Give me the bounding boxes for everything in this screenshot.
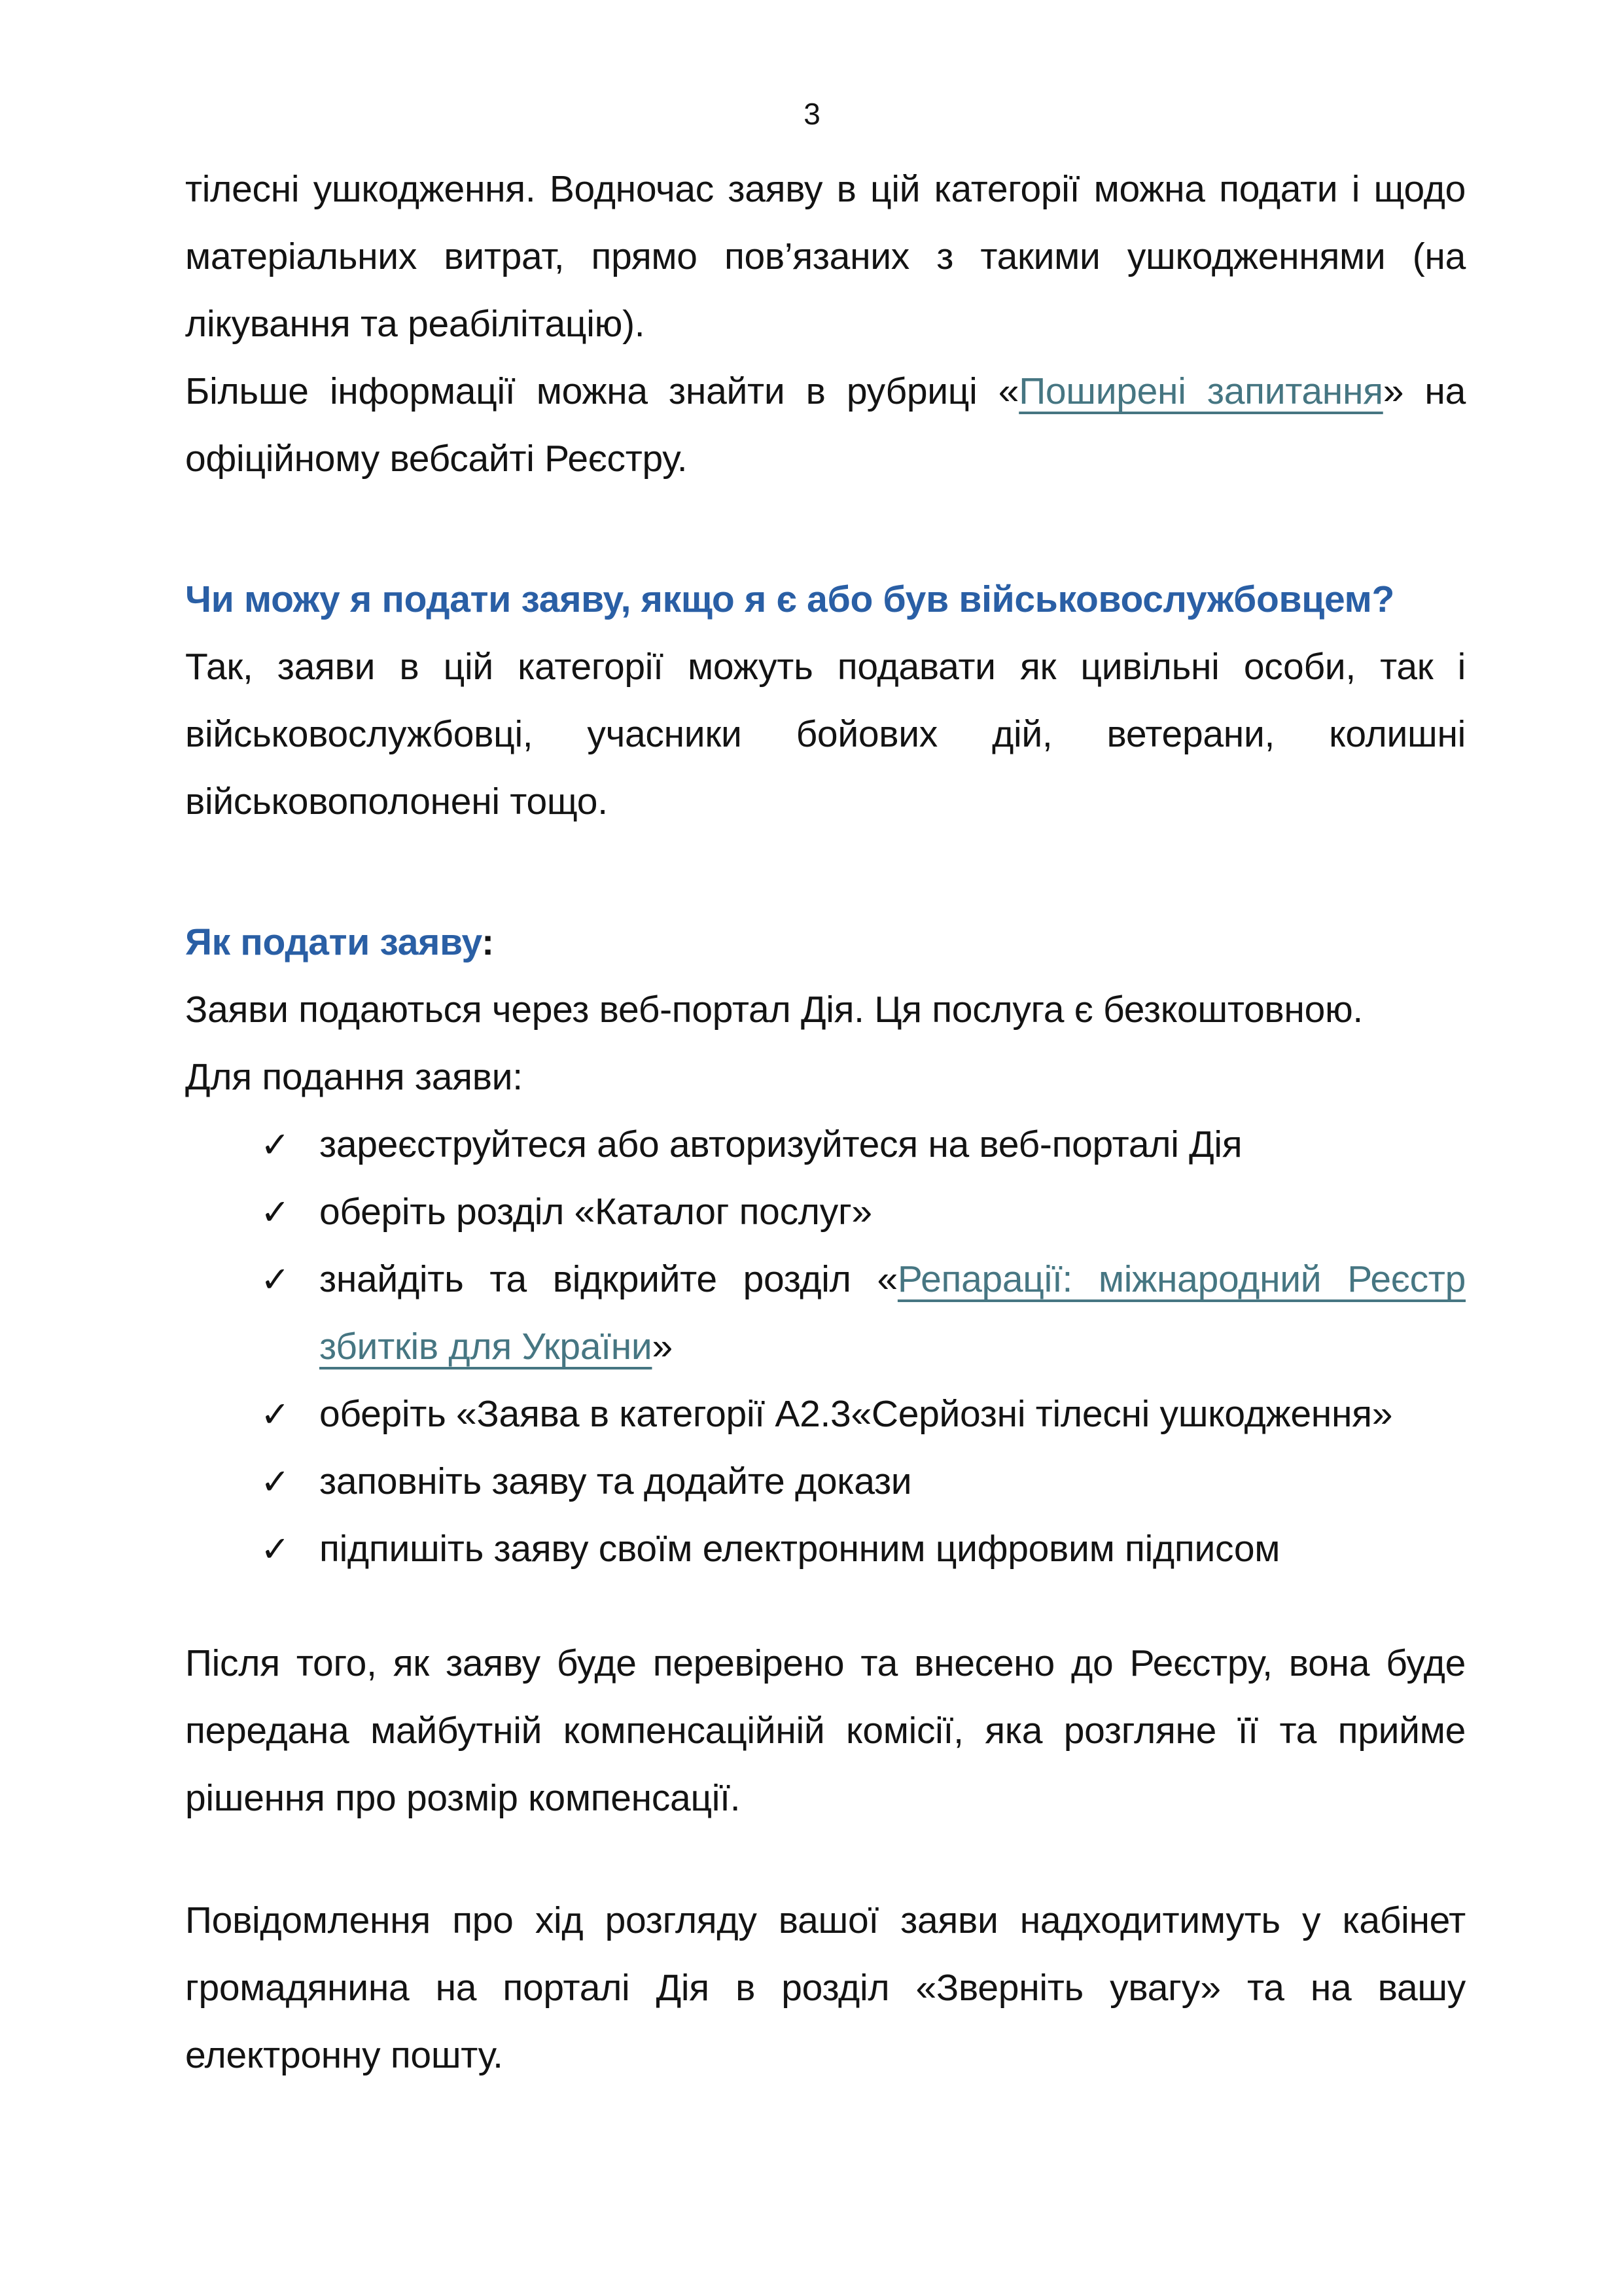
check-icon: ✓ bbox=[260, 1461, 290, 1502]
check-icon: ✓ bbox=[260, 1394, 290, 1435]
list-item-text bbox=[319, 1246, 1466, 1381]
paragraph-to-apply: Для подання заяви: bbox=[185, 1056, 523, 1098]
register-section-link[interactable]: Репарації: міжнародний Реєстр збитків для України bbox=[319, 1258, 1466, 1368]
faq-link[interactable]: Поширені запитання bbox=[1019, 370, 1383, 412]
heading-how-to-apply-colon: : bbox=[482, 921, 494, 963]
check-icon: ✓ bbox=[260, 1528, 290, 1570]
paragraph-more-info-pre: Більше інформації можна знайти в рубриці « bbox=[185, 370, 1019, 412]
spacer bbox=[185, 1832, 1466, 1887]
list-item-text: оберіть розділ «Каталог послуг» bbox=[319, 1191, 872, 1233]
paragraph-injuries: тілесні ушкодження. Водночас заяву в цій категорії можна подати і щодо матеріальних витрат, прямо пов’язаних з такими ушкодженнями (на лікування та реабілітацію). bbox=[185, 168, 1466, 345]
list-item-text: оберіть «Заява в категорії А2.3«Серйозні тілесні ушкодження» bbox=[319, 1393, 1393, 1435]
spacer bbox=[185, 493, 1466, 566]
list-item bbox=[185, 1381, 1466, 1448]
list-item-text: підпишіть заяву своїм електронним цифровим підписом bbox=[319, 1528, 1280, 1570]
spacer bbox=[185, 1583, 1466, 1630]
heading-military-question: Чи можу я подати заяву, якщо я є або був військовослужбовцем? bbox=[185, 578, 1394, 620]
list-item-text-post: » bbox=[652, 1326, 673, 1368]
heading-how-to-apply-text: Як подати заяву bbox=[185, 921, 482, 963]
check-icon: ✓ bbox=[260, 1124, 290, 1165]
check-icon: ✓ bbox=[260, 1192, 290, 1233]
list-item bbox=[185, 1111, 1466, 1178]
paragraph-review-process: Після того, як заяву буде перевірено та внесено до Реєстру, вона буде передана майбутній компенсаційній комісії, яка розгляне її та прийме рішення про розмір компенсації. bbox=[185, 1642, 1466, 1819]
spacer bbox=[185, 836, 1466, 909]
paragraph-diia-portal: Заяви подаються через веб-портал Дія. Ця послуга є безкоштовною. bbox=[185, 989, 1363, 1031]
paragraph-more-info-post: » на офіційному вебсайті Реєстру. bbox=[185, 370, 1466, 480]
application-steps-checklist bbox=[185, 1111, 1466, 1583]
list-item bbox=[185, 1178, 1466, 1246]
list-item-text: зареєструйтеся або авторизуйтеся на веб-порталі Дія bbox=[319, 1123, 1243, 1165]
paragraph-notifications: Повідомлення про хід розгляду вашої заяви надходитимуть у кабінет громадянина на порталі Дія в розділ «Зверніть увагу» та на вашу електронну пошту. bbox=[185, 1899, 1466, 2076]
page-number: 3 bbox=[803, 97, 821, 131]
heading-how-to-apply bbox=[185, 909, 1466, 976]
document-content bbox=[185, 156, 1466, 2089]
paragraph-military-answer: Так, заяви в цій категорії можуть подавати як цивільні особи, так і військовослужбовці, учасники бойових дій, ветерани, колишні військовополонені тощо. bbox=[185, 646, 1466, 822]
list-item-text-pre: знайдіть та відкрийте розділ « bbox=[319, 1258, 898, 1300]
list-item bbox=[185, 1448, 1466, 1515]
list-item-text: заповніть заяву та додайте докази bbox=[319, 1460, 912, 1502]
list-item bbox=[185, 1515, 1466, 1583]
check-icon: ✓ bbox=[260, 1259, 290, 1300]
paragraph-more-info bbox=[185, 358, 1466, 493]
list-item bbox=[185, 1246, 1466, 1381]
